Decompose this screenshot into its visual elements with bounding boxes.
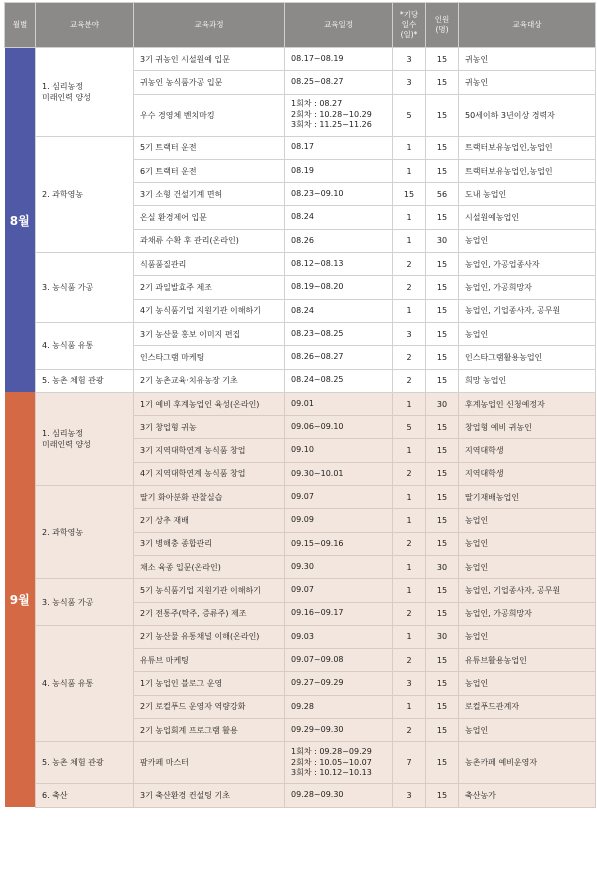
course-cell: 식품품질관리 [134,253,285,276]
course-cell: 2기 과일발효주 제조 [134,276,285,299]
days-cell: 1 [393,695,426,718]
schedule-cell [285,625,393,648]
course-cell: 5기 트랙터 운전 [134,136,285,159]
target-cell: 농업인 [459,509,596,532]
days-cell: 1 [393,159,426,182]
schedule-line: 08.19~08.20 [291,282,344,292]
target-cell: 농업인 [459,229,596,252]
days-cell: 1 [393,229,426,252]
course-cell: 과채류 수확 후 관리(온라인) [134,229,285,252]
field-cell [36,579,134,626]
schedule-cell [285,784,393,807]
days-cell: 7 [393,742,426,784]
month-label: 9월 [5,392,36,807]
schedule-cell [285,369,393,392]
course-cell: 채소 육종 입문(온라인) [134,555,285,578]
days-cell: 5 [393,416,426,439]
people-cell: 15 [426,602,459,625]
people-cell: 15 [426,276,459,299]
people-cell: 15 [426,369,459,392]
schedule-line: 08.12~08.13 [291,258,344,268]
schedule-cell [285,183,393,206]
target-cell: 트랙터보유농업인,농업인 [459,136,596,159]
schedule-cell [285,136,393,159]
target-cell: 희망 농업인 [459,369,596,392]
course-cell: 6기 트랙터 운전 [134,159,285,182]
schedule-line: 08.24 [291,305,314,315]
field-cell [36,625,134,741]
field-label: 6. 축산 [42,790,68,800]
people-cell: 15 [426,299,459,322]
header-people-line: 인원 [434,15,450,24]
people-cell: 15 [426,695,459,718]
course-cell: 우수 경영체 벤치마킹 [134,94,285,136]
target-cell: 로컬푸드관계자 [459,695,596,718]
target-cell: 농업인 [459,719,596,742]
table-row [5,392,596,415]
days-cell: 2 [393,276,426,299]
schedule-cell [285,346,393,369]
header-row [5,3,596,48]
field-label: 5. 농촌 체험 관광 [42,758,104,768]
header-days-line: *기당 [399,10,419,19]
table-row [5,486,596,509]
days-cell: 1 [393,206,426,229]
days-cell: 3 [393,322,426,345]
target-cell: 50세이하 3년이상 경력자 [459,94,596,136]
table-row [5,136,596,159]
course-cell: 4기 지역대학연계 농식품 창업 [134,462,285,485]
people-cell: 15 [426,509,459,532]
course-cell: 인스타그램 마케팅 [134,346,285,369]
field-cell [36,392,134,485]
schedule-line: 09.06~09.10 [291,422,344,432]
schedule-cell [285,649,393,672]
course-cell: 3기 귀농인 시설원예 입문 [134,48,285,71]
people-cell: 15 [426,94,459,136]
header-course: 교육과정 [134,3,285,48]
schedule-cell [285,672,393,695]
days-cell: 1 [393,579,426,602]
target-cell: 농업인 [459,532,596,555]
schedule-line: 1회차 : 08.27 [291,99,343,109]
people-cell: 15 [426,71,459,94]
target-cell: 유튜브활용농업인 [459,649,596,672]
people-cell: 15 [426,206,459,229]
table-row [5,625,596,648]
course-cell: 1기 예비 후계농업인 육성(온라인) [134,392,285,415]
field-label: 4. 농식품 유통 [42,679,94,689]
header-days-line: (일)* [400,30,418,39]
field-label: 3. 농식품 가공 [42,597,94,607]
target-cell: 농업인 [459,625,596,648]
schedule-line: 09.07 [291,585,314,595]
course-cell: 온실 환경제어 입문 [134,206,285,229]
schedule-line: 08.24 [291,212,314,222]
target-cell: 후계농업인 신청예정자 [459,392,596,415]
schedule-cell [285,94,393,136]
field-label: 미래인력 양성 [42,92,91,102]
header-days-line: 일수 [401,20,417,29]
days-cell: 2 [393,253,426,276]
field-label: 미래인력 양성 [42,439,91,449]
table-row [5,784,596,807]
schedule-line: 09.28 [291,701,314,711]
field-label: 3. 농식품 가공 [42,283,94,293]
table-row [5,742,596,784]
people-cell: 15 [426,346,459,369]
people-cell: 30 [426,229,459,252]
days-cell: 1 [393,486,426,509]
schedule-line: 08.26 [291,235,314,245]
people-cell: 15 [426,532,459,555]
course-cell: 딸기 화아분화 관찰실습 [134,486,285,509]
course-cell: 유튜브 마케팅 [134,649,285,672]
field-cell [36,253,134,323]
schedule-line: 08.25~08.27 [291,77,344,87]
schedule-line: 3회차 : 11.25~11.26 [291,120,372,130]
schedule-cell [285,602,393,625]
schedule-table-container [4,2,595,808]
days-cell: 3 [393,48,426,71]
course-cell: 1기 농업인 블로그 운영 [134,672,285,695]
field-label: 5. 농촌 체험 관광 [42,376,104,386]
field-cell [36,486,134,579]
schedule-line: 08.19 [291,165,314,175]
schedule-line: 09.01 [291,398,314,408]
schedule-cell [285,719,393,742]
target-cell: 트랙터보유농업인,농업인 [459,159,596,182]
schedule-line: 08.17~08.19 [291,53,344,63]
course-cell: 5기 농식품기업 지원기관 이해하기 [134,579,285,602]
people-cell: 30 [426,392,459,415]
header-people [426,3,459,48]
people-cell: 15 [426,439,459,462]
header-month: 월별 [5,3,36,48]
schedule-cell [285,229,393,252]
schedule-line: 08.23~08.25 [291,328,344,338]
month-section [5,48,596,393]
people-cell: 15 [426,742,459,784]
schedule-cell [285,206,393,229]
schedule-line: 09.29~09.30 [291,724,344,734]
table-row [5,369,596,392]
course-cell: 2기 농업회계 프로그램 활용 [134,719,285,742]
schedule-line: 09.15~09.16 [291,538,344,548]
target-cell: 귀농인 [459,71,596,94]
schedule-line: 08.24~08.25 [291,375,344,385]
days-cell: 15 [393,183,426,206]
course-cell: 팜카페 마스터 [134,742,285,784]
people-cell: 15 [426,649,459,672]
days-cell: 3 [393,784,426,807]
target-cell: 창업형 예비 귀농인 [459,416,596,439]
schedule-cell [285,416,393,439]
days-cell: 2 [393,346,426,369]
days-cell: 2 [393,462,426,485]
header-field: 교육분야 [36,3,134,48]
people-cell: 56 [426,183,459,206]
schedule-cell [285,462,393,485]
days-cell: 1 [393,299,426,322]
schedule-line: 2회차 : 10.05~10.07 [291,757,372,767]
schedule-cell [285,159,393,182]
days-cell: 5 [393,94,426,136]
schedule-line: 08.26~08.27 [291,352,344,362]
course-cell: 3기 창업형 귀농 [134,416,285,439]
days-cell: 1 [393,509,426,532]
schedule-line: 09.09 [291,515,314,525]
field-cell [36,48,134,137]
course-cell: 2기 농촌교육·치유농장 기초 [134,369,285,392]
target-cell: 농업인, 가공업종사자 [459,253,596,276]
days-cell: 3 [393,672,426,695]
schedule-line: 09.07~09.08 [291,655,344,665]
days-cell: 1 [393,625,426,648]
schedule-cell [285,253,393,276]
target-cell: 지역대학생 [459,439,596,462]
course-cell: 3기 지역대학연계 농식품 창업 [134,439,285,462]
days-cell: 3 [393,71,426,94]
schedule-line: 3회차 : 10.12~10.13 [291,768,372,778]
target-cell: 귀농인 [459,48,596,71]
days-cell: 2 [393,602,426,625]
people-cell: 15 [426,253,459,276]
schedule-cell [285,555,393,578]
target-cell: 농업인 [459,322,596,345]
header-people-line: (명) [435,25,449,34]
target-cell: 농업인 [459,672,596,695]
target-cell: 딸기재배농업인 [459,486,596,509]
target-cell: 농업인, 가공희망자 [459,276,596,299]
people-cell: 15 [426,416,459,439]
table-row [5,579,596,602]
course-cell: 3기 축산환경 컨설팅 기초 [134,784,285,807]
field-label: 4. 농식품 유통 [42,341,94,351]
people-cell: 15 [426,784,459,807]
field-cell [36,369,134,392]
people-cell: 15 [426,672,459,695]
course-cell: 3기 농산물 홍보 이미지 편집 [134,322,285,345]
schedule-cell [285,299,393,322]
days-cell: 2 [393,369,426,392]
people-cell: 15 [426,719,459,742]
people-cell: 30 [426,625,459,648]
field-label: 2. 과학영농 [42,527,84,537]
people-cell: 15 [426,136,459,159]
course-cell: 귀농인 농식품가공 입문 [134,71,285,94]
education-schedule-table [4,2,596,808]
target-cell: 농촌카페 예비운영자 [459,742,596,784]
schedule-cell [285,71,393,94]
people-cell: 15 [426,486,459,509]
schedule-line: 09.10 [291,445,314,455]
schedule-cell [285,579,393,602]
target-cell: 농업인, 기업종사자, 공무원 [459,299,596,322]
course-cell: 2기 상추 재배 [134,509,285,532]
header-schedule: 교육일정 [285,3,393,48]
field-cell [36,322,134,369]
header-days [393,3,426,48]
field-cell [36,742,134,784]
people-cell: 15 [426,322,459,345]
schedule-line: 09.27~09.29 [291,678,344,688]
course-cell: 3기 소형 건설기계 면허 [134,183,285,206]
days-cell: 1 [393,439,426,462]
month-section [5,392,596,807]
days-cell: 2 [393,649,426,672]
target-cell: 시설원예농업인 [459,206,596,229]
schedule-line: 08.23~09.10 [291,189,344,199]
days-cell: 1 [393,555,426,578]
schedule-cell [285,392,393,415]
people-cell: 15 [426,462,459,485]
table-row [5,322,596,345]
course-cell: 2기 전통주(탁주, 증류주) 제조 [134,602,285,625]
field-label: 1. 심리농정 [42,428,84,438]
course-cell: 4기 농식품기업 지원기관 이해하기 [134,299,285,322]
schedule-line: 09.30 [291,561,314,571]
course-cell: 2기 로컬푸드 운영자 역량강화 [134,695,285,718]
schedule-cell [285,695,393,718]
schedule-line: 09.28~09.30 [291,790,344,800]
target-cell: 농업인, 가공희망자 [459,602,596,625]
schedule-cell [285,276,393,299]
schedule-line: 08.17 [291,142,314,152]
target-cell: 축산농가 [459,784,596,807]
schedule-cell [285,532,393,555]
table-row [5,48,596,71]
field-label: 1. 심리농정 [42,81,84,91]
schedule-line: 1회차 : 09.28~09.29 [291,747,372,757]
field-cell [36,136,134,252]
target-cell: 인스타그램활용농업인 [459,346,596,369]
schedule-cell [285,742,393,784]
schedule-line: 09.16~09.17 [291,608,344,618]
days-cell: 1 [393,392,426,415]
schedule-cell [285,48,393,71]
days-cell: 2 [393,532,426,555]
schedule-line: 2회차 : 10.28~10.29 [291,109,372,119]
target-cell: 농업인 [459,555,596,578]
schedule-cell [285,509,393,532]
target-cell: 지역대학생 [459,462,596,485]
field-label: 2. 과학영농 [42,189,84,199]
people-cell: 15 [426,579,459,602]
days-cell: 1 [393,136,426,159]
people-cell: 15 [426,48,459,71]
schedule-cell [285,486,393,509]
schedule-line: 09.03 [291,631,314,641]
schedule-line: 09.07 [291,491,314,501]
course-cell: 3기 병해충 종합관리 [134,532,285,555]
days-cell: 2 [393,719,426,742]
target-cell: 농업인, 기업종사자, 공무원 [459,579,596,602]
month-label: 8월 [5,48,36,393]
target-cell: 도내 농업인 [459,183,596,206]
schedule-cell [285,322,393,345]
schedule-cell [285,439,393,462]
table-header [5,3,596,48]
people-cell: 30 [426,555,459,578]
people-cell: 15 [426,159,459,182]
table-row [5,253,596,276]
course-cell: 2기 농산물 유통채널 이해(온라인) [134,625,285,648]
field-cell [36,784,134,807]
header-target: 교육대상 [459,3,596,48]
schedule-line: 09.30~10.01 [291,468,344,478]
